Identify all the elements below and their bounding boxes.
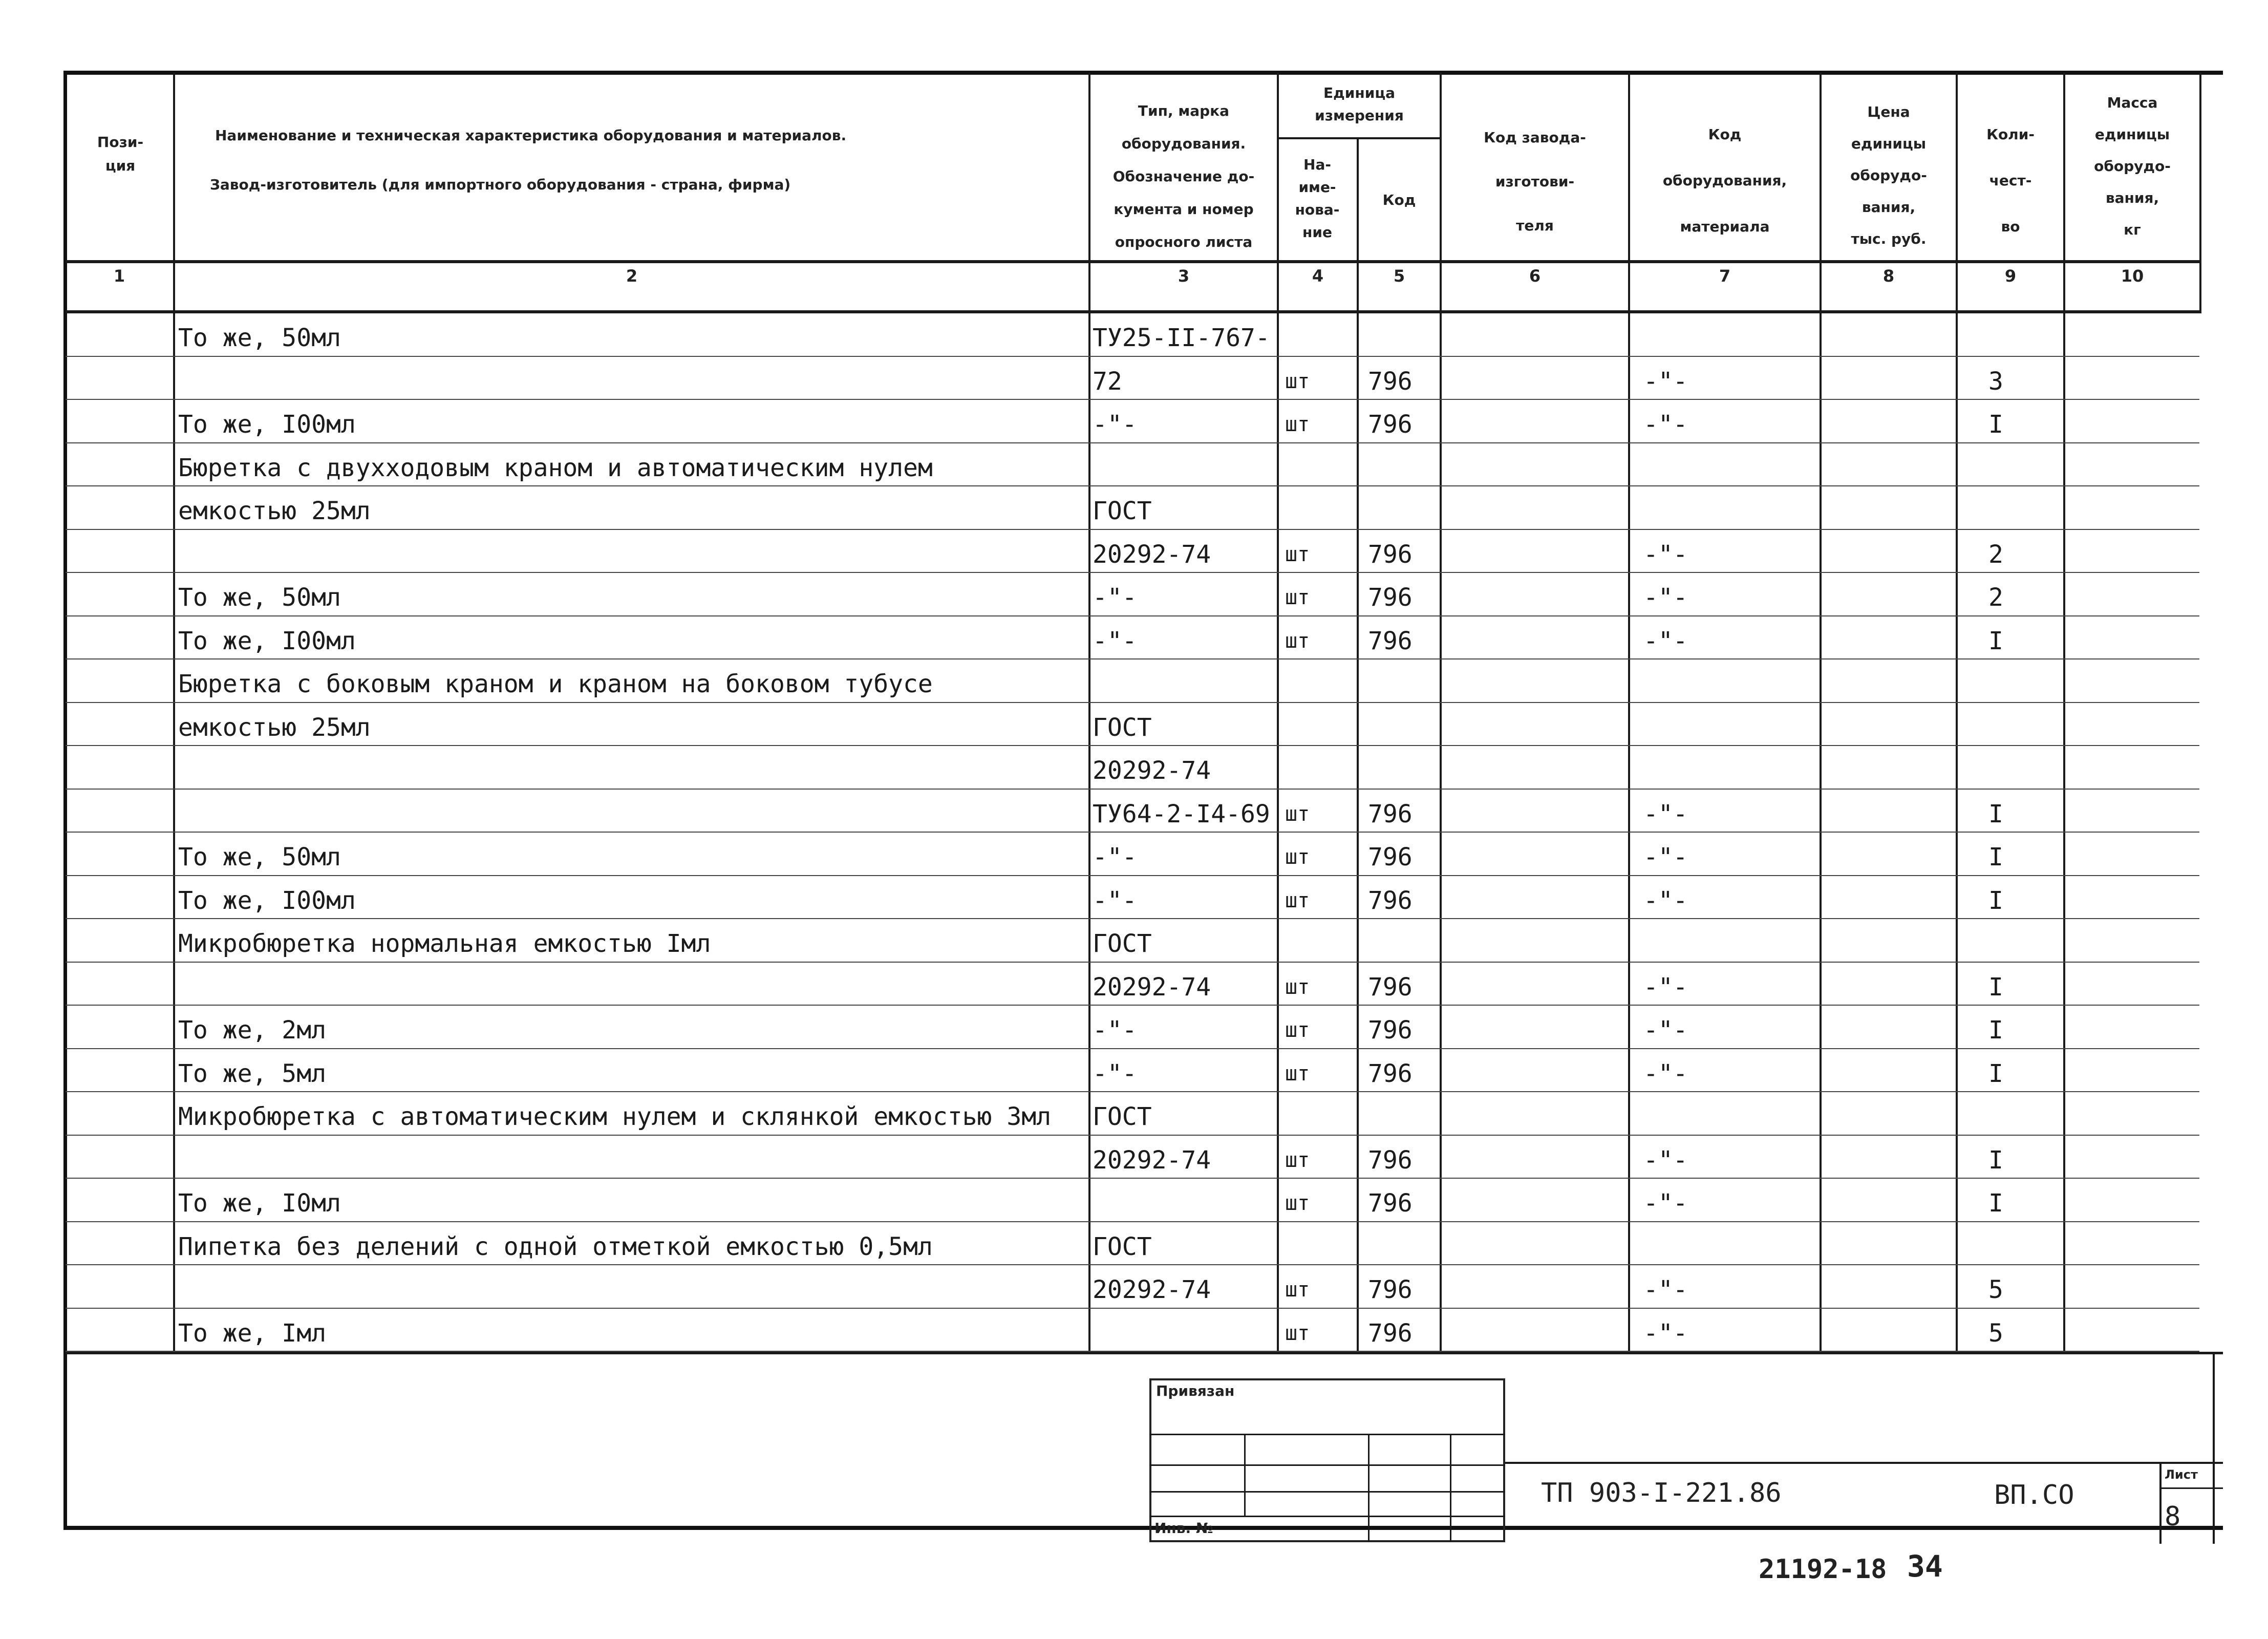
item-equip-code: -"- xyxy=(1643,886,1688,915)
item-name: То же, 50мл xyxy=(178,324,341,352)
item-unit-code: 796 xyxy=(1368,627,1413,655)
row-line xyxy=(66,1308,2199,1309)
item-unit: шт xyxy=(1285,1191,1310,1215)
item-unit-code: 796 xyxy=(1368,1275,1413,1304)
row-line xyxy=(66,399,2199,400)
row-line xyxy=(66,442,2199,443)
header-unit-name: На- име- нова- ние xyxy=(1295,156,1340,241)
item-doc: ГОСТ xyxy=(1093,1102,1152,1131)
item-quantity: 3 xyxy=(1988,367,2003,396)
stamp-privyazan-label: Привязан xyxy=(1156,1382,1235,1399)
item-equip-code: -"- xyxy=(1643,1146,1688,1175)
titleblock-section: ВП.СО xyxy=(1994,1480,2074,1510)
item-unit-code: 796 xyxy=(1368,886,1413,915)
row-line xyxy=(66,832,2199,833)
item-doc: 20292-74 xyxy=(1093,756,1211,785)
item-equip-code: -"- xyxy=(1643,800,1688,828)
row-line xyxy=(66,1005,2199,1006)
item-quantity: I xyxy=(1988,843,2003,871)
item-doc: ТУ25-II-767- xyxy=(1093,324,1270,352)
header-price: Цена единицы оборудо- вания, тыс. руб. xyxy=(1850,103,1927,247)
item-name: То же, I00мл xyxy=(178,627,356,655)
item-quantity: 2 xyxy=(1988,540,2003,569)
titleblock-sheet-number: 8 xyxy=(2165,1501,2181,1532)
item-doc: -"- xyxy=(1093,886,1137,915)
item-equip-code: -"- xyxy=(1643,367,1688,396)
item-equip-code: -"- xyxy=(1643,410,1688,439)
item-name: Микробюретка с автоматическим нулем и склянкой емкостью 3мл xyxy=(178,1102,1052,1131)
stamp-inv-label: Инв. № xyxy=(1154,1520,1213,1537)
item-name: емкостью 25мл xyxy=(178,497,371,525)
row-line xyxy=(66,918,2199,919)
item-unit: шт xyxy=(1285,1322,1310,1345)
item-equip-code: -"- xyxy=(1643,1189,1688,1218)
item-name: Пипетка без делений с одной отметкой емкостью 0,5мл xyxy=(178,1232,933,1261)
item-unit-code: 796 xyxy=(1368,843,1413,871)
item-quantity: 5 xyxy=(1988,1275,2003,1304)
item-name: Бюретка с двухходовым краном и автоматическим нулем xyxy=(178,454,933,482)
header-factory-code: Код завода- изготови- теля xyxy=(1484,129,1586,234)
item-equip-code: -"- xyxy=(1643,1059,1688,1088)
header-subgroup-line xyxy=(1277,137,1440,139)
item-unit-code: 796 xyxy=(1368,800,1413,828)
item-doc: 20292-74 xyxy=(1093,1275,1211,1304)
item-unit: шт xyxy=(1285,413,1310,436)
row-line xyxy=(66,1135,2199,1136)
item-quantity: I xyxy=(1988,627,2003,655)
item-unit: шт xyxy=(1285,845,1310,869)
stamp-line-4 xyxy=(1149,1516,1505,1517)
item-name: То же, 2мл xyxy=(178,1016,326,1045)
row-line xyxy=(66,1221,2199,1222)
col-line-7 xyxy=(1820,73,1822,1353)
item-name: То же, 50мл xyxy=(178,843,341,871)
item-quantity: I xyxy=(1988,886,2003,915)
item-name: Бюретка с боковым краном и краном на боковом тубусе xyxy=(178,670,933,698)
item-doc: ГОСТ xyxy=(1093,713,1152,742)
item-unit: шт xyxy=(1285,543,1310,566)
stamp-line-3 xyxy=(1149,1491,1505,1493)
item-unit: шт xyxy=(1285,586,1310,609)
row-line xyxy=(66,1264,2199,1265)
item-doc: -"- xyxy=(1093,410,1137,439)
item-doc: ГОСТ xyxy=(1093,497,1152,525)
item-doc: -"- xyxy=(1093,1016,1137,1045)
item-unit: шт xyxy=(1285,370,1310,393)
item-equip-code: -"- xyxy=(1643,843,1688,871)
stamp-line-2 xyxy=(1149,1464,1505,1466)
row-line xyxy=(66,875,2199,876)
table-bottom-line xyxy=(66,1352,2223,1354)
header-name-line1: Наименование и техническая характеристика оборудования и материалов. xyxy=(215,127,847,144)
item-equip-code: -"- xyxy=(1643,540,1688,569)
row-line xyxy=(66,1048,2199,1049)
titleblock-sheet-line xyxy=(2159,1462,2162,1544)
item-name: То же, I0мл xyxy=(178,1189,341,1218)
item-name: Микробюретка нормальная емкостью Iмл xyxy=(178,929,711,958)
row-line xyxy=(66,962,2199,963)
item-quantity: I xyxy=(1988,800,2003,828)
header-unit-group: Единица измерения xyxy=(1315,84,1404,124)
titleblock-sheet-label: Лист xyxy=(2165,1467,2198,1482)
item-equip-code: -"- xyxy=(1643,1319,1688,1348)
item-equip-code: -"- xyxy=(1643,1275,1688,1304)
stamp-line-1 xyxy=(1149,1434,1505,1435)
item-unit: шт xyxy=(1285,1018,1310,1042)
titleblock-top-line xyxy=(1505,1462,2223,1464)
col-line-10 xyxy=(2199,73,2201,313)
item-unit: шт xyxy=(1285,1062,1310,1085)
item-name: То же, I00мл xyxy=(178,410,356,439)
item-quantity: I xyxy=(1988,410,2003,439)
item-doc: -"- xyxy=(1093,627,1137,655)
item-quantity: I xyxy=(1988,1146,2003,1175)
colnum-4: 4 xyxy=(1312,266,1324,286)
item-doc: ГОСТ xyxy=(1093,1232,1152,1261)
header-type-doc: Тип, марка оборудования. Обозначение до- кумента и номер опросного листа xyxy=(1112,102,1255,250)
colnum-2: 2 xyxy=(626,266,638,286)
item-name: То же, Iмл xyxy=(178,1319,326,1348)
item-unit-code: 796 xyxy=(1368,1146,1413,1175)
item-unit-code: 796 xyxy=(1368,973,1413,1002)
row-line xyxy=(66,789,2199,790)
item-quantity: I xyxy=(1988,1189,2003,1218)
item-unit: шт xyxy=(1285,629,1310,653)
item-unit-code: 796 xyxy=(1368,583,1413,612)
row-line xyxy=(66,658,2199,659)
colnum-bottom-line xyxy=(66,310,2199,313)
header-quantity: Коли- чест- во xyxy=(1986,126,2035,235)
colnum-3: 3 xyxy=(1178,266,1190,286)
row-line xyxy=(66,615,2199,616)
colnum-5: 5 xyxy=(1393,266,1405,286)
header-name-line2: Завод-изготовитель (для импортного оборудования - страна, фирма) xyxy=(210,176,791,193)
item-quantity: 2 xyxy=(1988,583,2003,612)
row-line xyxy=(66,702,2199,703)
col-line-5 xyxy=(1440,73,1442,1353)
stamp-vline-2 xyxy=(1368,1434,1370,1542)
item-unit-code: 796 xyxy=(1368,1016,1413,1045)
titleblock-doc-code: ТП 903-I-221.86 xyxy=(1541,1478,1782,1508)
colnum-7: 7 xyxy=(1719,266,1731,286)
header-position: Пози- ция xyxy=(97,134,144,174)
colnum-1: 1 xyxy=(113,266,125,286)
row-line xyxy=(66,745,2199,746)
item-unit: шт xyxy=(1285,975,1310,999)
col-line-3 xyxy=(1277,73,1279,1353)
row-line xyxy=(66,485,2199,486)
header-mass: Масса единицы оборудо- вания, кг xyxy=(2094,94,2171,238)
stamp-vline-1 xyxy=(1244,1434,1246,1516)
item-doc: ГОСТ xyxy=(1093,929,1152,958)
item-unit-code: 796 xyxy=(1368,410,1413,439)
item-name: То же, I00мл xyxy=(178,886,356,915)
row-line xyxy=(66,572,2199,573)
row-line xyxy=(66,1351,2199,1352)
item-doc: 20292-74 xyxy=(1093,540,1211,569)
item-unit: шт xyxy=(1285,889,1310,912)
item-name: емкостью 25мл xyxy=(178,713,371,742)
item-unit: шт xyxy=(1285,1148,1310,1172)
colnum-6: 6 xyxy=(1529,266,1541,286)
col-line-1 xyxy=(173,73,175,1353)
row-line xyxy=(66,356,2199,357)
col-line-2 xyxy=(1088,73,1090,1353)
colnum-8: 8 xyxy=(1882,266,1895,286)
col-line-8 xyxy=(1956,73,1958,1353)
item-doc: -"- xyxy=(1093,583,1137,612)
stamp-privyazan-box xyxy=(1149,1378,1505,1542)
header-bottom-line xyxy=(66,260,2199,263)
item-unit-code: 796 xyxy=(1368,367,1413,396)
stamp-vline-3 xyxy=(1450,1434,1451,1542)
colnum-10: 10 xyxy=(2121,266,2144,286)
col-line-9 xyxy=(2063,73,2065,1353)
colnum-9: 9 xyxy=(2004,266,2017,286)
header-equip-code: Код оборудования, материала xyxy=(1662,126,1787,235)
item-equip-code: -"- xyxy=(1643,583,1688,612)
item-unit-code: 796 xyxy=(1368,1319,1413,1348)
item-doc: ТУ64-2-I4-69 xyxy=(1093,800,1270,828)
item-name: То же, 5мл xyxy=(178,1059,326,1088)
item-quantity: I xyxy=(1988,1059,2003,1088)
item-quantity: 5 xyxy=(1988,1319,2003,1348)
item-quantity: I xyxy=(1988,1016,2003,1045)
item-equip-code: -"- xyxy=(1643,973,1688,1002)
item-quantity: I xyxy=(1988,973,2003,1002)
header-unit-code: Код xyxy=(1382,191,1416,208)
item-unit: шт xyxy=(1285,802,1310,826)
item-doc: -"- xyxy=(1093,843,1137,871)
titleblock-right-line xyxy=(2213,1352,2215,1544)
footer-archive-number: 21192-18 xyxy=(1759,1554,1887,1585)
item-doc: 20292-74 xyxy=(1093,1146,1211,1175)
row-line xyxy=(66,529,2199,530)
row-line xyxy=(66,1091,2199,1092)
item-doc: 72 xyxy=(1093,367,1122,396)
item-doc: 20292-74 xyxy=(1093,973,1211,1002)
item-unit: шт xyxy=(1285,1278,1310,1302)
item-doc: -"- xyxy=(1093,1059,1137,1088)
item-unit-code: 796 xyxy=(1368,1059,1413,1088)
row-line xyxy=(66,1178,2199,1179)
item-equip-code: -"- xyxy=(1643,627,1688,655)
footer-page-number: 34 xyxy=(1907,1549,1943,1584)
item-equip-code: -"- xyxy=(1643,1016,1688,1045)
col-line-6 xyxy=(1628,73,1630,1353)
item-name: То же, 50мл xyxy=(178,583,341,612)
item-unit-code: 796 xyxy=(1368,540,1413,569)
item-unit-code: 796 xyxy=(1368,1189,1413,1218)
